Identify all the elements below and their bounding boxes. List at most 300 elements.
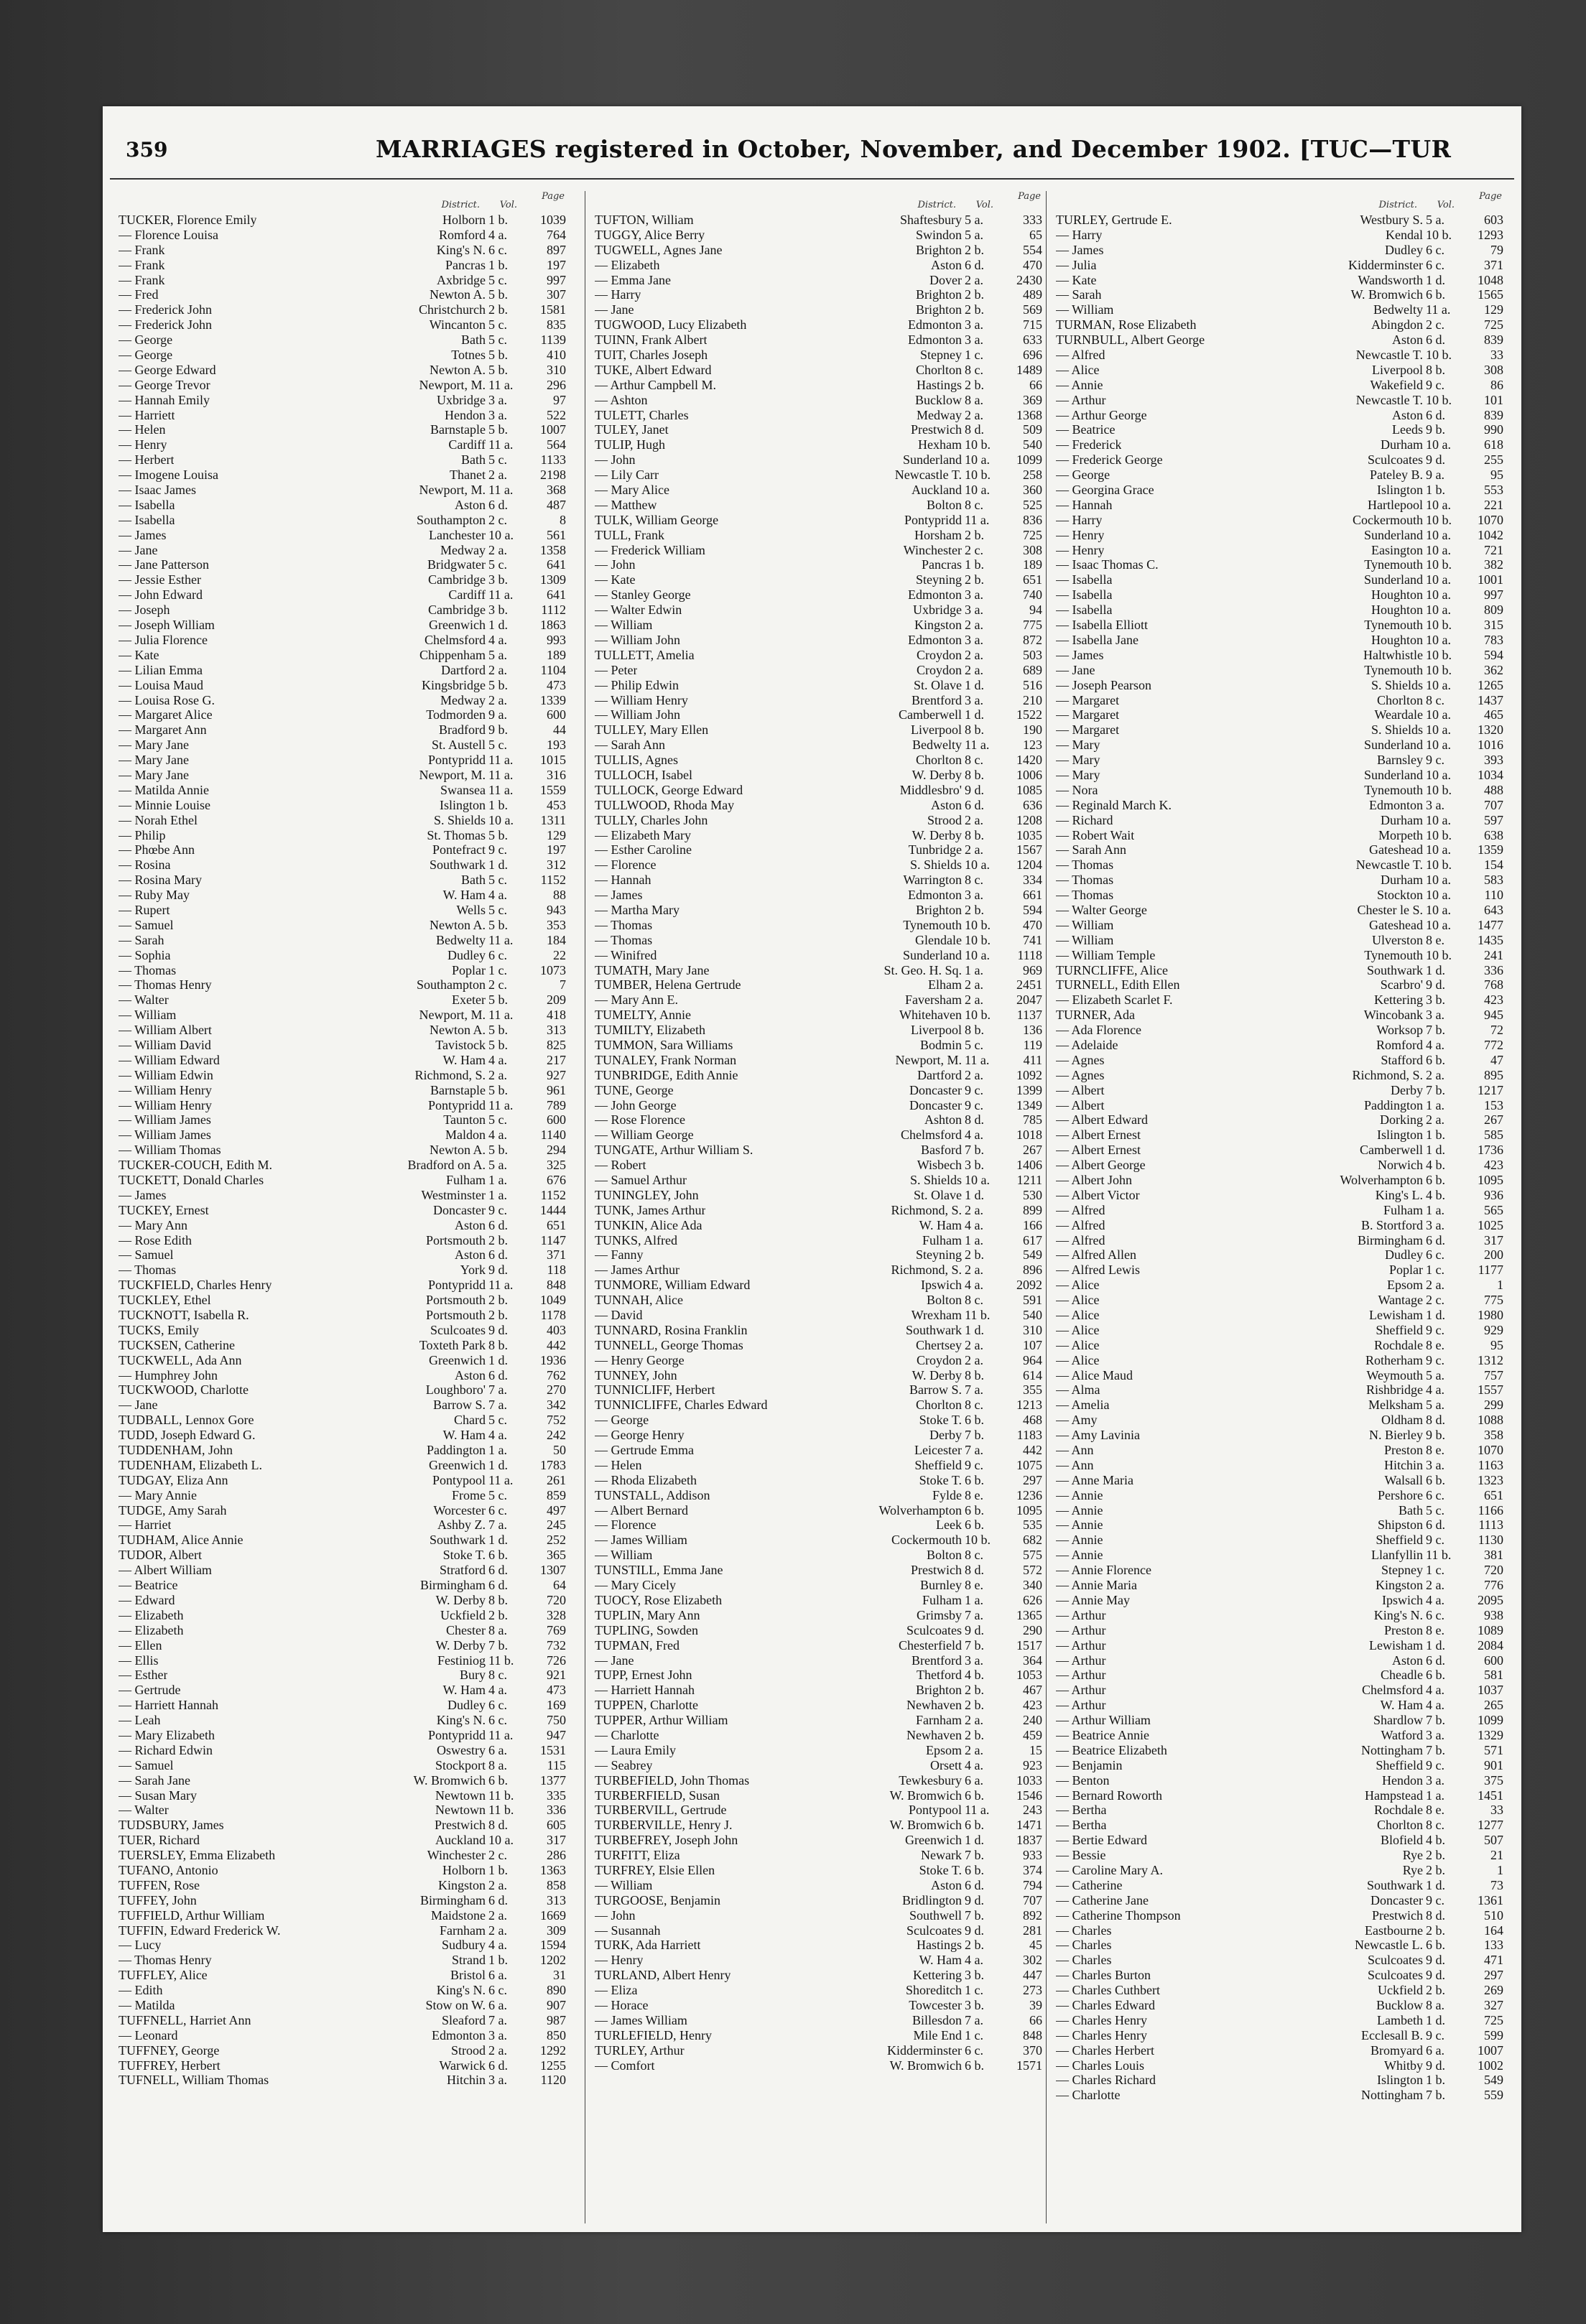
register-entry xyxy=(593,393,1042,408)
entry-name: — Jane xyxy=(1056,662,1095,677)
entry-volume: 5 c. xyxy=(488,902,507,917)
entry-volume: 4 a. xyxy=(1426,1382,1444,1398)
entry-volume: 2 a. xyxy=(965,812,983,827)
entry-page: 1007 xyxy=(540,422,566,437)
entry-name: TUMBER, Helena Gertrude xyxy=(595,977,741,993)
entry-volume: 2 b. xyxy=(965,1727,984,1742)
entry-name: — Thomas xyxy=(595,917,653,932)
entry-district: Exeter xyxy=(452,993,486,1008)
register-entry xyxy=(593,1878,1042,1893)
register-entry xyxy=(1054,273,1503,288)
entry-page: 1444 xyxy=(540,1202,566,1217)
register-entry xyxy=(117,633,566,648)
entry-page: 585 xyxy=(1484,1128,1503,1143)
entry-page: 923 xyxy=(1023,1757,1042,1772)
entry-page: 752 xyxy=(547,1413,566,1428)
entry-district: Liverpool xyxy=(911,1023,962,1038)
entry-page: 86 xyxy=(1490,377,1503,392)
entry-page: 209 xyxy=(547,993,566,1008)
entry-volume: 9 d. xyxy=(1426,977,1445,993)
register-entry xyxy=(593,273,1042,288)
entry-page: 1309 xyxy=(540,572,566,587)
register-entry xyxy=(117,587,566,603)
register-entry xyxy=(593,1548,1042,1563)
entry-page: 65 xyxy=(1029,227,1042,242)
entry-volume: 8 e. xyxy=(1426,1337,1444,1352)
entry-volume: 5 b. xyxy=(488,287,508,302)
entry-page: 1361 xyxy=(1478,1892,1503,1907)
entry-district: Houghton xyxy=(1371,632,1423,647)
entry-volume: 6 c. xyxy=(1426,1607,1444,1622)
entry-volume: 10 b. xyxy=(1426,348,1452,363)
entry-volume: 9 d. xyxy=(965,1923,984,1938)
entry-name: — Rupert xyxy=(119,902,170,917)
entry-volume: 9 d. xyxy=(965,1892,984,1907)
entry-name: — Frederick xyxy=(1056,437,1122,452)
entry-volume: 6 a. xyxy=(1426,2042,1444,2058)
entry-page: 1312 xyxy=(1478,1352,1503,1367)
entry-volume: 6 b. xyxy=(1426,1938,1445,1953)
entry-district: Sculcoates xyxy=(906,1622,962,1637)
entry-district: Fulham xyxy=(922,1232,962,1247)
entry-volume: 4 a. xyxy=(488,632,507,647)
entry-page: 423 xyxy=(1484,993,1503,1008)
entry-page: 1669 xyxy=(540,1907,566,1923)
entry-page: 79 xyxy=(1490,242,1503,257)
entry-district: Southwell xyxy=(909,1907,962,1923)
register-entry xyxy=(117,1893,566,1908)
entry-name: — Bessie xyxy=(1056,1848,1106,1863)
register-entry xyxy=(593,363,1042,378)
register-entry xyxy=(117,768,566,783)
entry-page: 1213 xyxy=(1016,1398,1042,1413)
entry-page: 129 xyxy=(1484,302,1503,317)
entry-volume: 6 d. xyxy=(1426,407,1445,422)
entry-page: 1594 xyxy=(540,1938,566,1953)
entry-district: Pontypridd xyxy=(427,1278,486,1293)
register-entry xyxy=(593,918,1042,933)
entry-district: Kettering xyxy=(1374,993,1423,1008)
entry-district: Newark xyxy=(921,1848,962,1863)
entry-district: Birmingham xyxy=(420,1892,486,1907)
entry-page: 242 xyxy=(547,1428,566,1443)
entry-name: — Emma Jane xyxy=(595,272,671,287)
entry-volume: 1 d. xyxy=(965,1322,984,1337)
entry-name: TURMAN, Rose Elizabeth xyxy=(1056,317,1197,333)
register-entry xyxy=(1054,1068,1503,1083)
entry-page: 682 xyxy=(1023,1533,1042,1548)
register-entry xyxy=(593,1638,1042,1653)
entry-page: 375 xyxy=(1484,1772,1503,1788)
entry-volume: 3 b. xyxy=(1426,993,1445,1008)
entry-name: — Comfort xyxy=(595,2058,655,2073)
entry-name: — Elizabeth Scarlet F. xyxy=(1056,993,1173,1008)
entry-page: 638 xyxy=(1484,827,1503,842)
entry-volume: 1 d. xyxy=(1426,272,1445,287)
register-entry xyxy=(1054,452,1503,468)
entry-volume: 11 a. xyxy=(488,1278,514,1293)
entry-volume: 5 b. xyxy=(488,348,508,363)
entry-volume: 10 a. xyxy=(1426,767,1451,782)
entry-district: Epsom xyxy=(925,1742,962,1757)
entry-volume: 6 c. xyxy=(1426,1247,1444,1263)
register-entry xyxy=(117,1068,566,1083)
entry-district: W. Derby xyxy=(912,767,962,782)
entry-name: — Sarah xyxy=(119,932,164,947)
entry-name: TURBERFIELD, Susan xyxy=(595,1788,720,1803)
entry-volume: 6 b. xyxy=(965,1818,984,1833)
register-entry xyxy=(1054,1743,1503,1758)
entry-page: 1178 xyxy=(540,1308,566,1323)
entry-district: Maldon xyxy=(445,1128,486,1143)
entry-volume: 8 e. xyxy=(965,1487,983,1502)
entry-name: TUNINGLEY, John xyxy=(595,1187,699,1202)
register-entry xyxy=(593,1128,1042,1143)
entry-name: — Charles Richard xyxy=(1056,2073,1156,2088)
entry-page: 297 xyxy=(1023,1472,1042,1487)
entry-page: 154 xyxy=(1484,857,1503,873)
register-entry xyxy=(593,1968,1042,1983)
entry-name: — Caroline Mary A. xyxy=(1056,1862,1163,1877)
entry-page: 1088 xyxy=(1478,1413,1503,1428)
entry-district: Chelmsford xyxy=(425,632,486,647)
entry-district: Dudley xyxy=(447,1698,486,1713)
entry-district: Sculcoates xyxy=(906,1923,962,1938)
entry-volume: 10 b. xyxy=(965,932,991,947)
entry-volume: 9 c. xyxy=(965,1457,983,1472)
entry-page: 943 xyxy=(547,902,566,917)
entry-name: — Isabella Jane xyxy=(1056,632,1139,647)
entry-page: 707 xyxy=(1023,1892,1042,1907)
entry-volume: 6 d. xyxy=(488,1367,508,1382)
entry-district: Pontefract xyxy=(432,842,486,857)
entry-page: 1980 xyxy=(1478,1308,1503,1323)
entry-name: TUFFIELD, Arthur William xyxy=(119,1907,265,1923)
entry-page: 964 xyxy=(1023,1352,1042,1367)
entry-name: TUCKFIELD, Charles Henry xyxy=(119,1278,272,1293)
entry-page: 725 xyxy=(1484,317,1503,333)
entry-name: TUFFREY, Herbert xyxy=(119,2058,221,2073)
entry-page: 368 xyxy=(547,483,566,498)
entry-page: 33 xyxy=(1490,1803,1503,1818)
entry-district: Tynemouth xyxy=(1364,557,1423,572)
entry-volume: 9 c. xyxy=(488,842,507,857)
entry-district: Hexham xyxy=(918,437,962,452)
entry-district: King's N. xyxy=(1373,1607,1423,1622)
entry-name: — Isabella xyxy=(119,497,175,512)
register-entry xyxy=(117,213,566,228)
entry-name: — Alfred xyxy=(1056,1202,1105,1217)
entry-name: — Horace xyxy=(595,1997,649,2012)
entry-name: — John xyxy=(595,452,636,468)
register-entry xyxy=(593,977,1042,993)
entry-page: 217 xyxy=(547,1052,566,1067)
register-entry xyxy=(593,993,1042,1008)
entry-page: 313 xyxy=(547,1023,566,1038)
entry-volume: 8 c. xyxy=(965,873,983,888)
entry-name: — William xyxy=(595,1548,653,1563)
entry-name: — Annie xyxy=(1056,377,1103,392)
entry-name: — Alfred xyxy=(1056,1217,1105,1232)
entry-district: Farnham xyxy=(440,1923,486,1938)
entry-page: 569 xyxy=(1023,302,1042,317)
entry-name: — Lucy xyxy=(119,1938,162,1953)
entry-district: King's N. xyxy=(436,1713,486,1728)
entry-name: — Elizabeth Mary xyxy=(595,827,691,842)
register-entry xyxy=(1054,693,1503,708)
heading-district: District. xyxy=(441,200,480,210)
register-entry xyxy=(1054,1233,1503,1248)
entry-page: 101 xyxy=(1484,392,1503,407)
entry-page: 618 xyxy=(1484,437,1503,452)
entry-name: — Samuel Arthur xyxy=(595,1173,687,1187)
register-entry xyxy=(1054,1503,1503,1518)
register-entry xyxy=(1054,1413,1503,1428)
entry-volume: 5 a. xyxy=(488,647,507,662)
register-entry xyxy=(117,783,566,798)
entry-name: — Thomas xyxy=(1056,873,1114,888)
entry-name: TUFFEN, Rose xyxy=(119,1877,200,1892)
entry-volume: 8 c. xyxy=(965,362,983,377)
entry-name: — Harriett Hannah xyxy=(595,1683,695,1698)
register-entry xyxy=(117,1368,566,1383)
entry-name: — Isabella Elliott xyxy=(1056,618,1148,633)
entry-name: — Matthew xyxy=(595,497,657,512)
register-entry xyxy=(593,1098,1042,1113)
entry-name: TUDD, Joseph Edward G. xyxy=(119,1428,256,1443)
entry-district: Wincobank xyxy=(1363,1008,1423,1023)
entry-page: 1365 xyxy=(1016,1607,1042,1622)
entry-page: 1085 xyxy=(1016,782,1042,797)
entry-volume: 2 b. xyxy=(488,1308,508,1323)
entry-name: TUFNELL, William Thomas xyxy=(119,2073,269,2088)
entry-district: Newport, M. xyxy=(419,483,486,498)
entry-volume: 8 e. xyxy=(1426,932,1444,947)
entry-name: — John George xyxy=(595,1097,677,1112)
entry-district: Gateshead xyxy=(1369,842,1423,857)
entry-volume: 11 a. xyxy=(488,767,514,782)
register-entry xyxy=(117,393,566,408)
register-entry xyxy=(1054,798,1503,813)
entry-name: TUNSTILL, Emma Jane xyxy=(595,1563,723,1578)
register-entry xyxy=(593,1893,1042,1908)
entry-name: — Charles Herbert xyxy=(1056,2042,1154,2058)
entry-volume: 4 a. xyxy=(488,1428,507,1443)
register-entry xyxy=(593,468,1042,483)
entry-page: 442 xyxy=(1023,1443,1042,1458)
entry-district: Bath xyxy=(461,452,486,468)
entry-name: — Alfred xyxy=(1056,348,1105,363)
entry-page: 403 xyxy=(547,1322,566,1337)
entry-district: Pancras xyxy=(445,257,486,272)
entry-volume: 8 d. xyxy=(965,422,984,437)
register-entry xyxy=(1054,557,1503,572)
header-rule xyxy=(110,178,1514,180)
entry-page: 243 xyxy=(1023,1803,1042,1818)
entry-district: Barrow S. xyxy=(909,1382,962,1398)
entry-name: — Ann xyxy=(1056,1443,1094,1458)
entry-name: — Philip Edwin xyxy=(595,677,680,692)
register-entry xyxy=(117,273,566,288)
entry-name: — Imogene Louisa xyxy=(119,468,218,483)
register-entry xyxy=(117,1848,566,1863)
entry-page: 1118 xyxy=(1017,947,1042,962)
entry-name: — George xyxy=(119,333,173,348)
entry-name: — Alice xyxy=(1056,1352,1100,1367)
register-entry xyxy=(1054,1308,1503,1323)
register-entry xyxy=(117,1353,566,1368)
entry-name: — Robert Wait xyxy=(1056,827,1135,842)
entry-name: TURLEFIELD, Henry xyxy=(595,2027,712,2042)
entry-volume: 2 a. xyxy=(965,647,983,662)
entry-volume: 9 d. xyxy=(1426,1968,1445,1983)
register-entry xyxy=(593,768,1042,783)
entry-page: 309 xyxy=(547,1923,566,1938)
entry-page: 115 xyxy=(547,1757,566,1772)
entry-district: Aston xyxy=(1391,407,1423,422)
entry-name: — Hannah xyxy=(595,873,651,888)
register-entry xyxy=(117,1833,566,1848)
entry-page: 961 xyxy=(547,1082,566,1097)
entry-volume: 7 a. xyxy=(965,1607,983,1622)
entry-page: 358 xyxy=(1484,1428,1503,1443)
entry-name: TUCKS, Emily xyxy=(119,1322,200,1337)
entry-volume: 10 a. xyxy=(488,812,514,827)
register-entry xyxy=(117,933,566,948)
entry-district: W. Bromwich xyxy=(1350,287,1423,302)
entry-volume: 6 a. xyxy=(965,1772,983,1788)
entry-district: Shipston xyxy=(1377,1517,1423,1533)
entry-volume: 1 d. xyxy=(1426,1877,1445,1892)
entry-volume: 5 b. xyxy=(488,422,508,437)
register-entry xyxy=(1054,1353,1503,1368)
entry-volume: 9 c. xyxy=(1426,1533,1444,1548)
entry-name: — John xyxy=(595,1907,636,1923)
register-entry xyxy=(593,1233,1042,1248)
register-entry xyxy=(117,873,566,888)
register-entry xyxy=(117,1983,566,1998)
register-entry xyxy=(1054,468,1503,483)
entry-name: TURBERVILLE, Henry J. xyxy=(595,1818,733,1833)
entry-volume: 2 a. xyxy=(965,1337,983,1352)
entry-volume: 2 b. xyxy=(965,242,984,257)
entry-volume: 6 d. xyxy=(1426,333,1445,348)
entry-volume: 2 b. xyxy=(965,1698,984,1713)
entry-name: — William xyxy=(1056,932,1114,947)
register-entry xyxy=(1054,1893,1503,1908)
entry-district: Christchurch xyxy=(419,302,486,317)
entry-district: Aston xyxy=(1391,1653,1423,1668)
register-entry xyxy=(117,1713,566,1728)
entry-volume: 8 b. xyxy=(965,1023,984,1038)
entry-page: 423 xyxy=(1484,1158,1503,1173)
entry-page: 839 xyxy=(1484,407,1503,422)
entry-volume: 6 d. xyxy=(488,1892,508,1907)
entry-page: 872 xyxy=(1023,632,1042,647)
entry-page: 1359 xyxy=(1478,842,1503,857)
entry-name: — Helen xyxy=(119,422,166,437)
entry-name: — Benton xyxy=(1056,1772,1110,1788)
register-entry xyxy=(1054,2058,1503,2073)
entry-name: — Harriett Hannah xyxy=(119,1698,218,1713)
register-entry xyxy=(1054,1968,1503,1983)
entry-district: Chippenham xyxy=(419,647,486,662)
entry-volume: 2 c. xyxy=(1426,1293,1444,1308)
entry-name: — William xyxy=(595,618,653,633)
entry-volume: 4 a. xyxy=(1426,1698,1444,1713)
entry-name: — Isabella xyxy=(1056,572,1113,587)
entry-district: York xyxy=(460,1263,486,1278)
entry-volume: 11 a. xyxy=(488,483,514,498)
entry-page: 549 xyxy=(1023,1247,1042,1263)
entry-district: Newcastle T. xyxy=(1355,348,1423,363)
entry-district: Strood xyxy=(450,2042,486,2058)
register-entry xyxy=(1054,903,1503,918)
entry-name: — Charles xyxy=(1056,1938,1112,1953)
entry-district: Chorlton xyxy=(1376,1818,1423,1833)
register-entry xyxy=(1054,543,1503,558)
entry-district: Southampton xyxy=(416,512,486,527)
register-entry xyxy=(593,1758,1042,1773)
entry-district: Tunbridge xyxy=(908,842,962,857)
entry-name: TUFFLEY, Alice xyxy=(119,1968,208,1983)
register-entry xyxy=(117,2073,566,2088)
entry-district: N. Bierley xyxy=(1369,1428,1423,1443)
entry-page: 327 xyxy=(1484,1997,1503,2012)
entry-name: TUCKWELL, Ada Ann xyxy=(119,1352,242,1367)
entry-page: 164 xyxy=(1484,1923,1503,1938)
entry-volume: 4 a. xyxy=(1426,1592,1444,1607)
entry-district: Shoreditch xyxy=(906,1983,962,1998)
entry-page: 33 xyxy=(1490,348,1503,363)
entry-page: 88 xyxy=(553,888,566,903)
entry-volume: 2 c. xyxy=(488,512,507,527)
entry-volume: 5 c. xyxy=(488,1112,507,1128)
entry-volume: 10 a. xyxy=(488,527,514,542)
entry-volume: 1 d. xyxy=(965,1833,984,1848)
entry-volume: 11 a. xyxy=(488,1008,514,1023)
entry-name: — Beatrice xyxy=(1056,422,1116,437)
entry-volume: 5 c. xyxy=(488,317,507,333)
entry-page: 312 xyxy=(547,857,566,873)
entry-volume: 3 a. xyxy=(1426,1727,1444,1742)
register-entry xyxy=(1054,948,1503,963)
register-entry xyxy=(117,363,566,378)
entry-volume: 2 a. xyxy=(488,2042,507,2058)
register-entry xyxy=(593,1713,1042,1728)
register-entry xyxy=(593,828,1042,843)
entry-page: 315 xyxy=(1484,618,1503,633)
entry-district: Liverpool xyxy=(911,722,962,738)
register-entry xyxy=(593,933,1042,948)
entry-volume: 11 a. xyxy=(488,1472,514,1487)
entry-name: — Stanley George xyxy=(595,587,691,603)
entry-page: 1048 xyxy=(1478,272,1503,287)
entry-name: — David xyxy=(595,1308,643,1323)
entry-page: 896 xyxy=(1023,1263,1042,1278)
entry-page: 594 xyxy=(1484,647,1503,662)
entry-page: 94 xyxy=(1029,603,1042,618)
entry-district: Swansea xyxy=(440,782,486,797)
entry-volume: 10 a. xyxy=(1426,902,1451,917)
entry-name: TUERSLEY, Emma Elizabeth xyxy=(119,1848,276,1863)
entry-district: Stow on W. xyxy=(425,1997,486,2012)
register-entry xyxy=(593,1188,1042,1203)
register-entry xyxy=(1054,1638,1503,1653)
entry-volume: 8 c. xyxy=(965,1548,983,1563)
entry-volume: 11 a. xyxy=(1426,302,1451,317)
register-entry xyxy=(1054,1938,1503,1953)
